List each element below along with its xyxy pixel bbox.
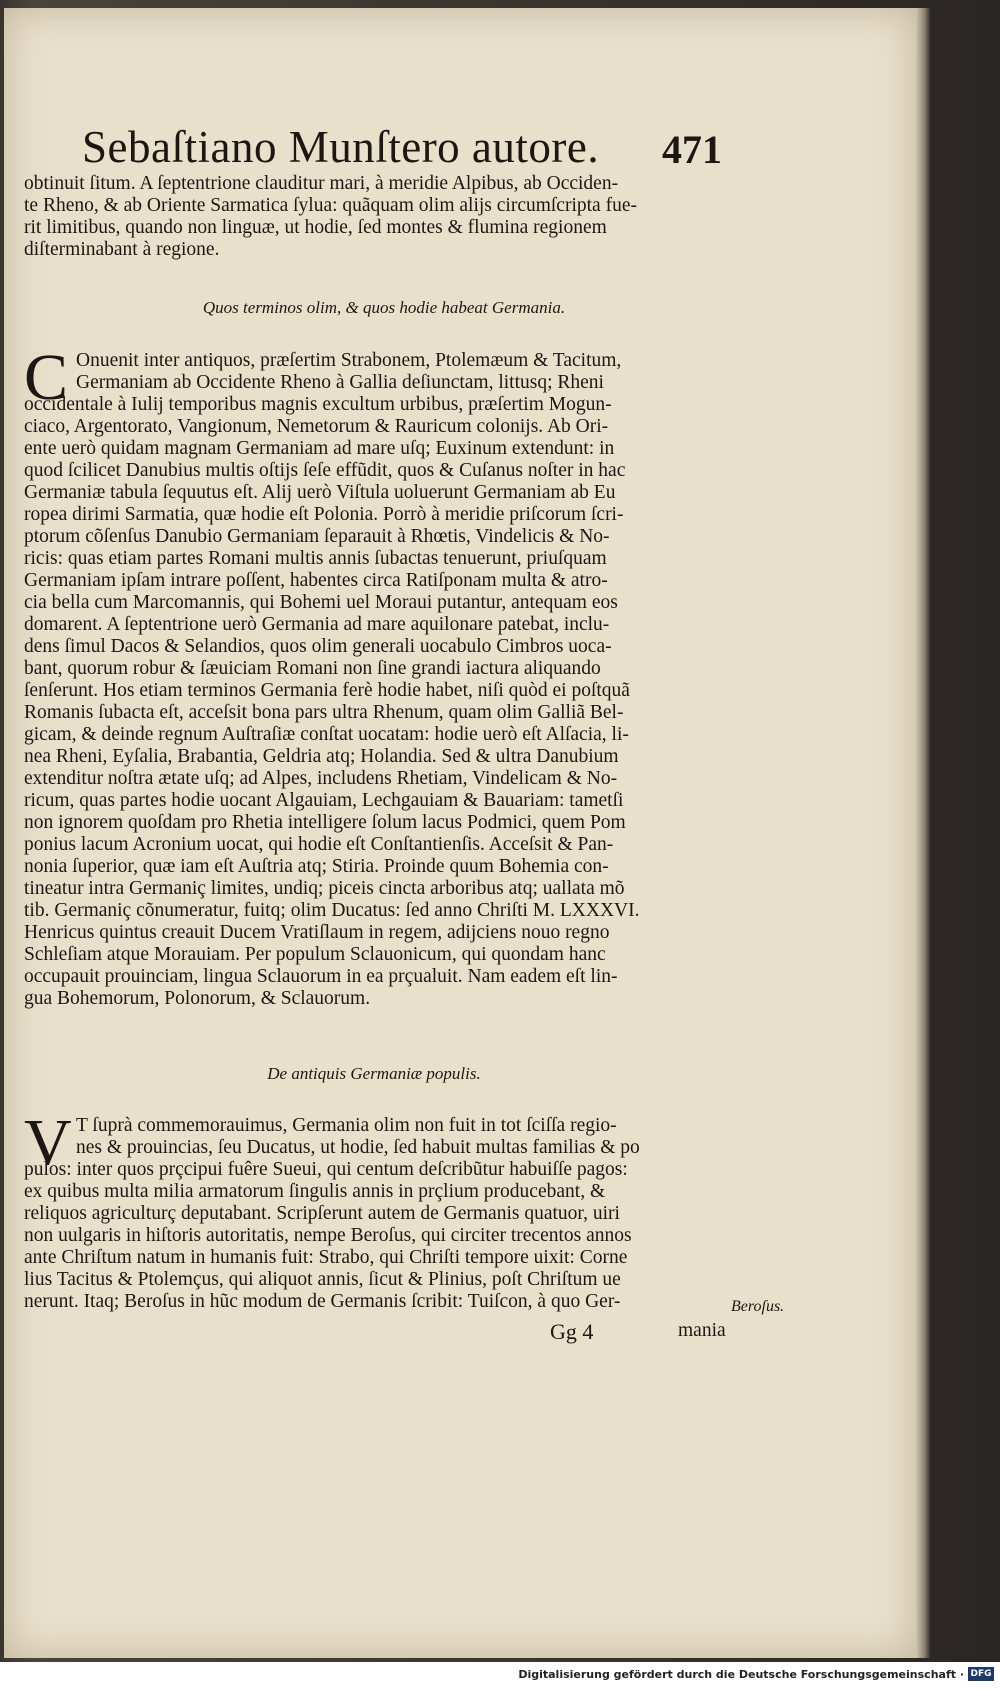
text-line: gua Bohemorum, Polonorum, & Sclauorum. <box>24 988 371 1009</box>
running-title: Sebaſtiano Munſtero autore. <box>82 122 600 172</box>
text-line: extenditur noſtra ætate uſq; ad Alpes, includens Rhetiam, Vindelicam & No- <box>24 768 618 789</box>
text-line: tineatur intra Germaniç limites, undiq; piceis cincta arboribus atq; uallata mõ <box>24 878 625 899</box>
text-line: lius Tacitus & Ptolemçus, qui aliquot annis, ſicut & Plinius, poſt Chriſtum ue <box>24 1269 621 1290</box>
text-line: occidentale à Iulij temporibus magnis excultum urbibus, præſertim Mogun- <box>24 394 612 415</box>
text-line: occupauit prouinciam, lingua Sclauorum in ea prçualuit. Nam eadem eſt lin- <box>24 966 618 987</box>
funding-credit: Digitalisierung gefördert durch die Deutsche Forschungsgemeinschaft · <box>518 1668 964 1681</box>
text-line: ropea dirimi Sarmatia, quæ hodie eſt Polonia. Porrò à meridie priſcorum ſcri- <box>24 504 624 525</box>
text-line: Germaniam ab Occidente Rheno à Gallia deſiunctam, littusq; Rheni <box>76 372 604 393</box>
text-line: Schleſiam atque Morauiam. Per populum Sclauonicum, qui quondam hanc <box>24 944 606 965</box>
signature-mark: Gg 4 <box>550 1319 594 1344</box>
text-line: ricum, quas partes hodie uocant Algauiam, Lechgauiam & Bauariam: tametſi <box>24 790 624 811</box>
text-line: te Rheno, & ab Oriente Sarmatica ſylua: quãquam olim alijs circumſcripta fue- <box>24 195 637 216</box>
book-page <box>4 8 916 1658</box>
section-terminos <box>24 341 724 1010</box>
text-line: ſenſerunt. Hos etiam terminos Germania ferè hodie habet, niſi quòd ei poſtquã <box>24 680 630 701</box>
running-head <box>82 122 822 172</box>
text-line: obtinuit ſitum. A ſeptentrione clauditur mari, à meridie Alpibus, ab Occiden- <box>24 173 619 194</box>
text-line: ponius lacum Acronium uocat, qui hodie eſt Conſtantienſis. Acceſsit & Pan- <box>24 834 614 855</box>
text-line: ricis: quas etiam partes Romani multis annis ſubactas tenuerunt, priuſquam <box>24 548 607 569</box>
text-line: dens ſimul Dacos & Selandios, quos olim generali uocabulo Cimbros uoca- <box>24 636 612 657</box>
section-populis <box>24 1106 724 1313</box>
text-line: bant, quorum robur & ſæuiciam Romani non ſine grandi iactura aliquando <box>24 658 601 679</box>
text-line: tib. Germaniç cõnumeratur, fuitq; olim Ducatus: ſed anno Chriſti M. LXXXVI. <box>24 900 640 921</box>
text-line: nonia ſuperior, quæ iam eſt Auſtria atq; Stiria. Proinde quum Bohemia con- <box>24 856 609 877</box>
dfg-logo-icon: DFG <box>968 1667 994 1681</box>
text-line: ciaco, Argentorato, Vangionum, Nemetorum & Rauricum colonijs. Ab Ori- <box>24 416 609 437</box>
text-line: ente uerò quidam magnam Germaniam ad mare uſq; Euxinum extendunt: in <box>24 438 615 459</box>
drop-cap: V <box>24 1106 72 1179</box>
text-line: nea Rheni, Eyſalia, Brabantia, Geldria atq; Holandia. Sed & ultra Danubium <box>24 746 619 767</box>
text-line: cia bella cum Marcomannis, qui Bohemi uel Moraui putantur, antequam eos <box>24 592 618 613</box>
text-line: Germaniam ipſam intrare poſſent, habentes circa Ratiſponam multa & atro- <box>24 570 608 591</box>
text-line: diſterminabant à regione. <box>24 239 220 260</box>
drop-cap: C <box>24 341 69 414</box>
page-number: 471 <box>662 127 722 172</box>
text-line: non uulgaris in hiſtoris autoritatis, nempe Beroſus, qui circiter trecentos annos <box>24 1225 632 1246</box>
text-line: reliquos agriculturç deputabant. Scripſerunt autem de Germanis quatuor, uiri <box>24 1203 620 1224</box>
text-line: pulos: inter quos prçcipui fuêre Sueui, qui centum deſcribũtur habuiſſe pagos: <box>24 1159 628 1180</box>
section-heading-terminos: Quos terminos olim, & quos hodie habeat Germania. <box>202 298 566 317</box>
text-line: T ſuprà commemorauimus, Germania olim non fuit in tot ſciſſa regio- <box>76 1115 617 1136</box>
page-edge <box>916 8 930 1658</box>
text-line: Henricus quintus creauit Ducem Vratiſlaum in regem, adijciens nouo regno <box>24 922 610 943</box>
text-line: ante Chriſtum natum in humanis fuit: Strabo, qui Chriſti tempore uixit: Corne <box>24 1247 628 1268</box>
footer-bar <box>0 1662 1000 1690</box>
text-line: Germaniæ tabula ſequutus eſt. Alij uerò Viſtula uoluerunt Germaniam ab Eu <box>24 482 616 503</box>
paragraph-continuation <box>24 173 724 261</box>
text-line: domarent. A ſeptentrione uerò Germania ad mare aquilonare patebat, inclu- <box>24 614 610 635</box>
text-line: rit limitibus, quando non linguæ, ut hodie, ſed montes & flumina regionem <box>24 217 607 238</box>
text-line: quod ſcilicet Danubius multis oſtijs ſeſe effũdit, quos & Cuſanus noſter in hac <box>24 460 626 481</box>
text-line: Romanis ſubacta eſt, acceſsit bona pars ultra Rhenum, quam olim Galliã Bel- <box>24 702 624 723</box>
text-line: nes & prouincias, ſeu Ducatus, ut hodie, ſed habuit multas familias & po <box>76 1137 640 1158</box>
margin-note: Beroſus. <box>731 1298 785 1315</box>
text-line: nerunt. Itaq; Beroſus in hũc modum de Germanis ſcribit: Tuiſcon, à quo Ger- <box>24 1291 621 1312</box>
catchword: mania <box>678 1320 726 1341</box>
text-line: non ignorem quoſdam pro Rhetia intelligere ſolum lacus Podmici, quem Pom <box>24 812 626 833</box>
text-line: ex quibus multa milia armatorum ſingulis annis in prçlium producebant, & <box>24 1181 606 1202</box>
section-heading-populis: De antiquis Germaniæ populis. <box>267 1064 481 1083</box>
text-line: ptorum cõſenſus Danubio Germaniam ſeparauit à Rhœtis, Vindelicis & No- <box>24 526 610 547</box>
text-line: Onuenit inter antiquos, præſertim Strabonem, Ptolemæum & Tacitum, <box>76 350 622 371</box>
text-line: gicam, & deinde regnum Auſtraſiæ conſtat uocatam: hodie uerò eſt Alſacia, li- <box>24 724 629 745</box>
